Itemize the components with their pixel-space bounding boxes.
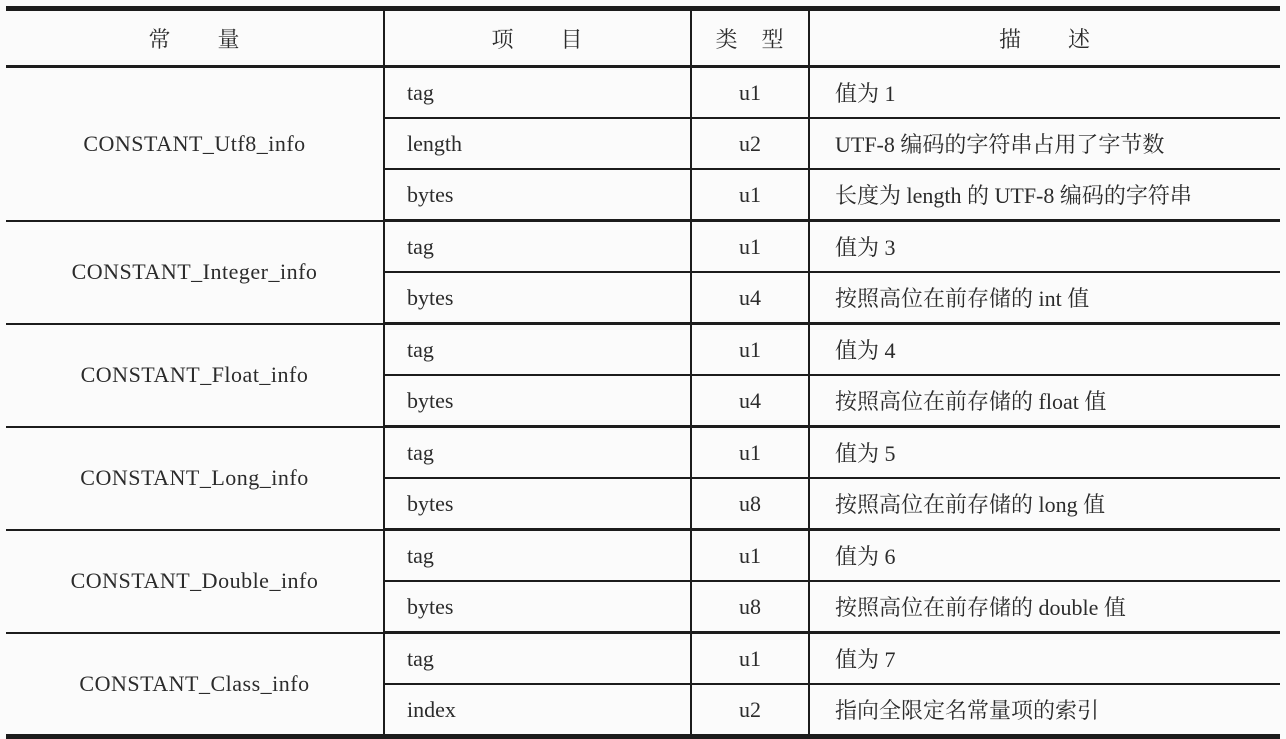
table-row: [6, 427, 1280, 479]
cell-type: u2: [691, 118, 809, 169]
cell-item: bytes: [384, 272, 691, 324]
col-header-item: 项 目: [384, 9, 691, 67]
cell-item: tag: [384, 67, 691, 119]
cell-item: tag: [384, 530, 691, 582]
cell-constant: CONSTANT_Utf8_info: [6, 67, 384, 221]
cell-desc: 按照高位在前存储的 double 值: [809, 581, 1280, 633]
cell-type: u4: [691, 375, 809, 427]
cell-item: tag: [384, 427, 691, 479]
cell-type: u1: [691, 530, 809, 582]
col-header-description: 描 述: [809, 9, 1280, 67]
constant-pool-table: [6, 6, 1280, 739]
cell-type: u1: [691, 633, 809, 685]
cell-item: bytes: [384, 169, 691, 221]
cell-item: tag: [384, 221, 691, 273]
cell-type: u1: [691, 324, 809, 376]
cell-constant: CONSTANT_Long_info: [6, 427, 384, 530]
table-row: [6, 67, 1280, 119]
cell-item: length: [384, 118, 691, 169]
cell-type: u1: [691, 169, 809, 221]
cell-item: index: [384, 684, 691, 737]
cell-desc: 指向全限定名常量项的索引: [809, 684, 1280, 737]
cell-constant: CONSTANT_Class_info: [6, 633, 384, 737]
cell-desc: 值为 6: [809, 530, 1280, 582]
col-header-type: 类 型: [691, 9, 809, 67]
cell-type: u1: [691, 67, 809, 119]
cell-item: bytes: [384, 581, 691, 633]
cell-item: bytes: [384, 375, 691, 427]
cell-item: tag: [384, 633, 691, 685]
cell-item: bytes: [384, 478, 691, 530]
cell-item: tag: [384, 324, 691, 376]
header-row: [6, 9, 1280, 67]
table-row: [6, 633, 1280, 685]
cell-type: u8: [691, 581, 809, 633]
cell-desc: UTF-8 编码的字符串占用了字节数: [809, 118, 1280, 169]
cell-desc: 按照高位在前存储的 int 值: [809, 272, 1280, 324]
cell-desc: 值为 7: [809, 633, 1280, 685]
cell-desc: 按照高位在前存储的 long 值: [809, 478, 1280, 530]
cell-constant: CONSTANT_Integer_info: [6, 221, 384, 324]
cell-desc: 按照高位在前存储的 float 值: [809, 375, 1280, 427]
cell-type: u1: [691, 427, 809, 479]
cell-desc: 长度为 length 的 UTF-8 编码的字符串: [809, 169, 1280, 221]
table-row: [6, 221, 1280, 273]
col-header-constant: 常 量: [6, 9, 384, 67]
cell-constant: CONSTANT_Double_info: [6, 530, 384, 633]
cell-type: u2: [691, 684, 809, 737]
cell-type: u4: [691, 272, 809, 324]
cell-desc: 值为 5: [809, 427, 1280, 479]
cell-constant: CONSTANT_Float_info: [6, 324, 384, 427]
cell-type: u1: [691, 221, 809, 273]
cell-desc: 值为 4: [809, 324, 1280, 376]
cell-desc: 值为 1: [809, 67, 1280, 119]
table-row: [6, 324, 1280, 376]
table-row: [6, 530, 1280, 582]
cell-desc: 值为 3: [809, 221, 1280, 273]
cell-type: u8: [691, 478, 809, 530]
